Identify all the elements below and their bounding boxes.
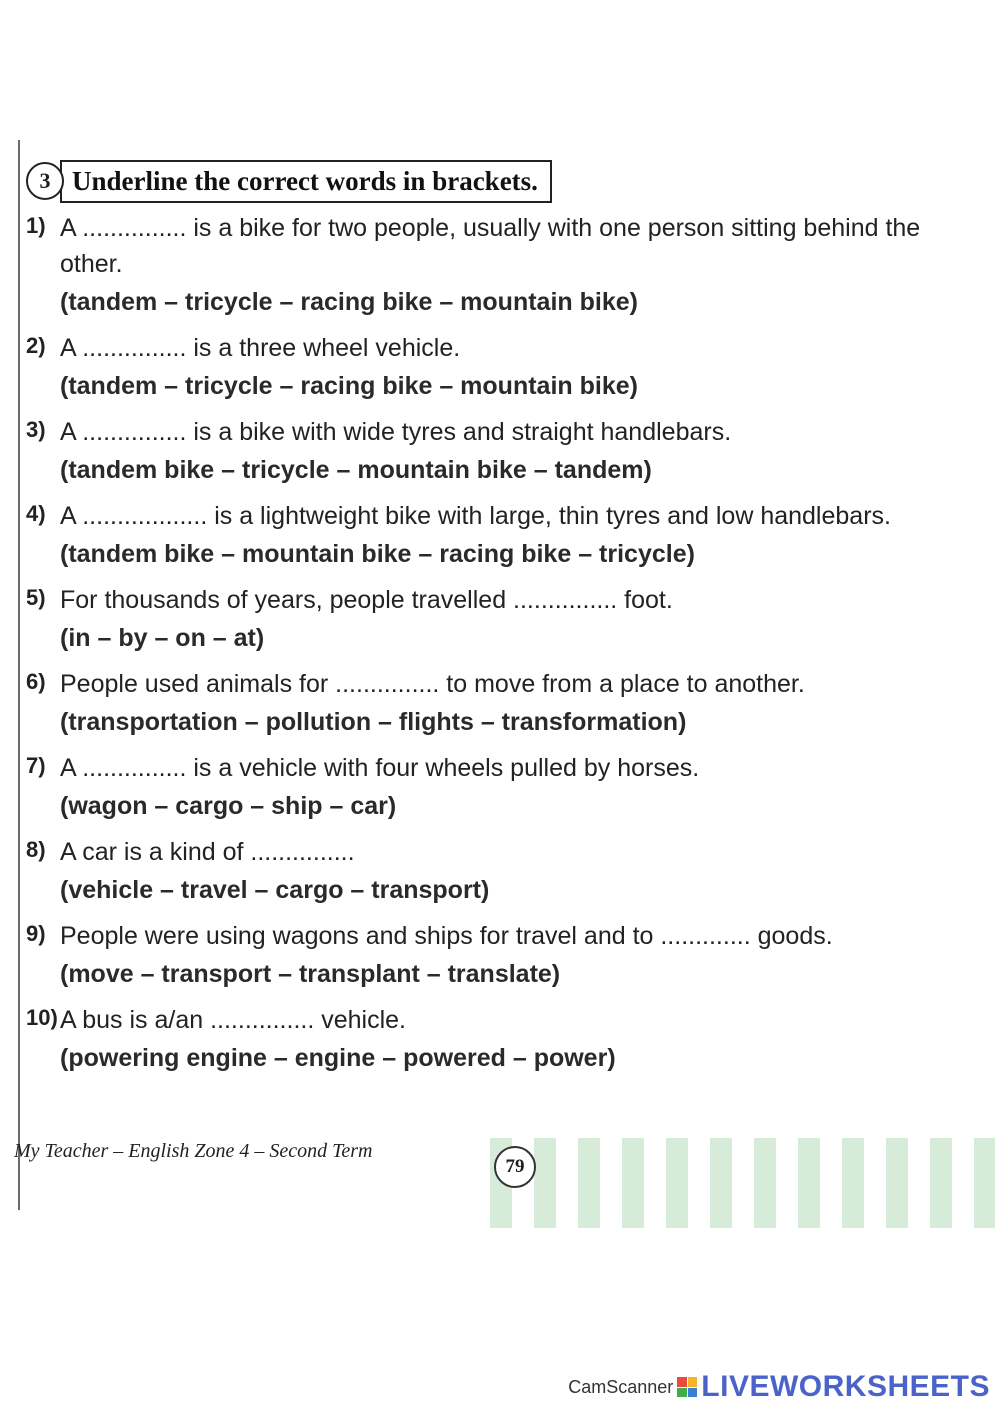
question-text: For thousands of years, people travelled ............... foot.: [60, 586, 673, 614]
question-number: 4): [26, 501, 46, 526]
question-options[interactable]: (in – by – on – at): [60, 624, 265, 652]
question-number: 10): [26, 1005, 58, 1030]
question-text: A bus is a/an ............... vehicle.: [60, 1006, 406, 1034]
question-options[interactable]: (powering engine – engine – powered – power): [60, 1044, 616, 1072]
question-options[interactable]: (tandem bike – tricycle – mountain bike – tandem): [60, 456, 652, 484]
question-options[interactable]: (transportation – pollution – flights – transformation): [60, 708, 687, 736]
question-number: 7): [26, 753, 46, 778]
question-number: 6): [26, 669, 46, 694]
question-item: [12, 834, 987, 908]
question-text: A .................. is a lightweight bike with large, thin tyres and low handlebars.: [60, 502, 891, 530]
question-item: [12, 666, 987, 740]
question-number: 3): [26, 417, 46, 442]
footer-book-title: My Teacher – English Zone 4 – Second Term: [14, 1140, 373, 1162]
liveworksheets-logo-icon: [677, 1377, 697, 1397]
question-text: A ............... is a bike with wide tyres and straight handlebars.: [60, 418, 732, 446]
question-item: [12, 414, 987, 488]
question-options[interactable]: (vehicle – travel – cargo – transport): [60, 876, 490, 904]
question-options[interactable]: (tandem – tricycle – racing bike – mountain bike): [60, 372, 638, 400]
question-text: A car is a kind of ...............: [60, 838, 355, 866]
camscanner-label: CamScanner: [568, 1376, 674, 1397]
question-number: 9): [26, 921, 46, 946]
page-number-badge: 79: [494, 1146, 536, 1188]
question-options[interactable]: (wagon – cargo – ship – car): [60, 792, 397, 820]
question-text: A ............... is a bike for two people, usually with one person sitting behind the other.: [60, 214, 921, 278]
question-text: People were using wagons and ships for travel and to ............. goods.: [60, 922, 833, 950]
exercise-number-badge: 3: [26, 162, 64, 200]
question-number: 2): [26, 333, 46, 358]
liveworksheets-brand: LIVEWORKSHEETS: [701, 1370, 990, 1403]
question-list: [12, 210, 987, 1086]
exercise-instruction: Underline the correct words in brackets.: [60, 160, 552, 203]
question-item: [12, 582, 987, 656]
question-item: [12, 1002, 987, 1076]
question-item: [12, 750, 987, 824]
question-options[interactable]: (tandem bike – mountain bike – racing bike – tricycle): [60, 540, 695, 568]
question-number: 5): [26, 585, 46, 610]
question-number: 8): [26, 837, 46, 862]
question-options[interactable]: (move – transport – transplant – translate): [60, 960, 561, 988]
question-text: People used animals for ............... to move from a place to another.: [60, 670, 805, 698]
question-text: A ............... is a vehicle with four wheels pulled by horses.: [60, 754, 700, 782]
question-item: [12, 918, 987, 992]
question-text: A ............... is a three wheel vehicle.: [60, 334, 461, 362]
liveworksheets-watermark: [568, 1367, 990, 1407]
footer-decorative-band: [490, 1138, 995, 1228]
question-item: [12, 498, 987, 572]
exercise-header: [26, 158, 552, 204]
question-options[interactable]: (tandem – tricycle – racing bike – mountain bike): [60, 288, 638, 316]
question-item: [12, 210, 987, 320]
question-number: 1): [26, 213, 46, 238]
question-item: [12, 330, 987, 404]
